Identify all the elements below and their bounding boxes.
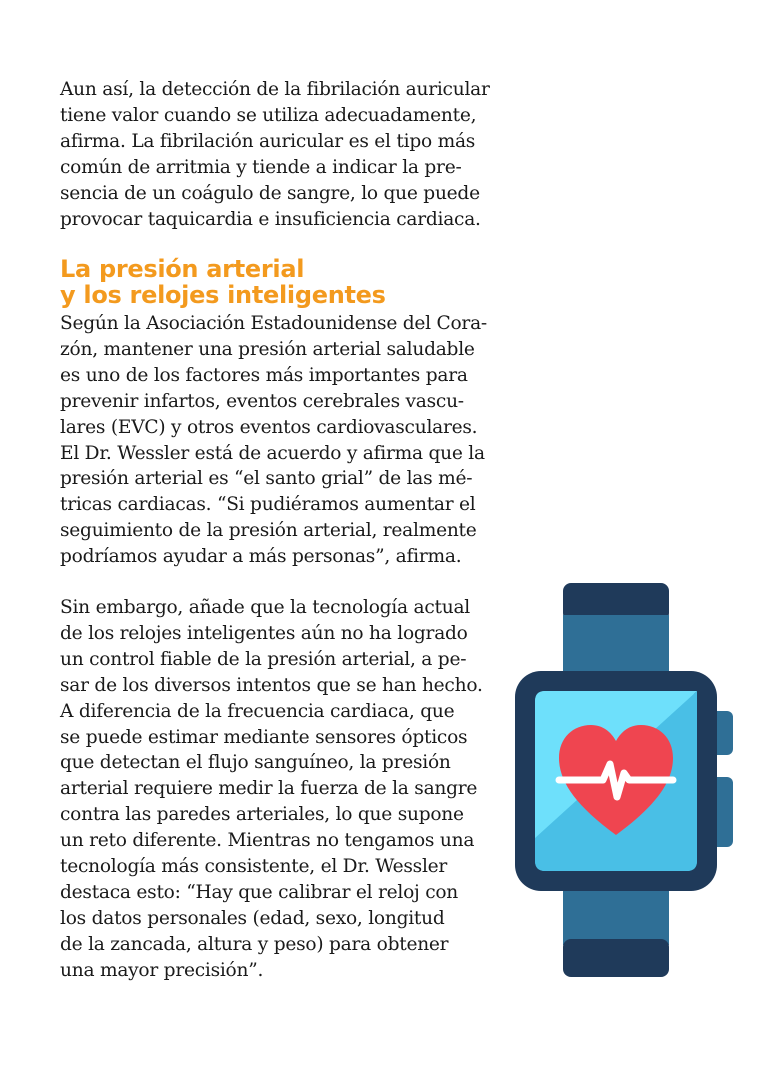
strap-bottom-end [563, 939, 669, 977]
text-line: contra las paredes arteriales, lo que supone [60, 804, 464, 826]
paragraph-smartwatch-limits [60, 595, 505, 984]
text-line: común de arritmia y tiende a indicar la pre- [60, 156, 462, 178]
strap-top [563, 615, 669, 677]
text-line: afirma. La fibrilación auricular es el tipo más [60, 130, 476, 152]
text-line: de la zancada, altura y peso) para obtener [60, 933, 449, 955]
paragraph-blood-pressure [60, 311, 505, 570]
text-line: de los relojes inteligentes aún no ha logrado [60, 622, 468, 644]
heading-line: y los relojes inteligentes [60, 281, 386, 309]
text-line: provocar taquicardia e insuficiencia cardiaca. [60, 208, 481, 230]
text-line: El Dr. Wessler está de acuerdo y afirma que la [60, 442, 485, 464]
text-line: tricas cardiacas. “Si pudiéramos aumentar el [60, 494, 476, 516]
text-line: un control fiable de la presión arterial, a pe- [60, 648, 467, 670]
text-line: Sin embargo, añade que la tecnología actual [60, 597, 470, 618]
text-line: tiene valor cuando se utiliza adecuadamente, [60, 104, 477, 126]
text-line: una mayor precisión”. [60, 959, 264, 981]
heading-line: La presión arterial [60, 255, 305, 283]
text-line: A diferencia de la frecuencia cardiaca, que [60, 700, 455, 722]
text-line: que detectan el flujo sanguíneo, la presión [60, 752, 451, 774]
text-line: se puede estimar mediante sensores ópticos [60, 726, 468, 748]
text-line: tecnología más consistente, el Dr. Wessler [60, 856, 448, 878]
text-line: es uno de los factores más importantes para [60, 364, 468, 386]
text-line: destaca esto: “Hay que calibrar el reloj con [60, 881, 459, 903]
text-line: seguimiento de la presión arterial, realmente [60, 520, 477, 542]
paragraph-afib [60, 77, 505, 232]
text-line: sencia de un coágulo de sangre, lo que puede [60, 182, 480, 204]
text-line: lares (EVC) y otros eventos cardiovasculares. [60, 416, 478, 438]
text-line: sar de los diversos intentos que se han hecho. [60, 674, 483, 696]
text-line: los datos personales (edad, sexo, longitud [60, 907, 445, 929]
smartwatch-heart-icon [515, 583, 740, 978]
section-heading [60, 256, 520, 308]
text-line: podríamos ayudar a más personas”, afirma. [60, 546, 462, 568]
text-line: Aun así, la detección de la fibrilación auricular [60, 79, 490, 100]
text-line: zón, mantener una presión arterial saludable [60, 338, 475, 360]
text-line: prevenir infartos, eventos cerebrales vascu- [60, 390, 464, 412]
text-line: Según la Asociación Estadounidense del Cora- [60, 313, 487, 334]
text-line: presión arterial es “el santo grial” de las mé- [60, 468, 473, 490]
strap-bottom [563, 885, 669, 945]
text-line: un reto diferente. Mientras no tengamos una [60, 830, 475, 852]
text-line: arterial requiere medir la fuerza de la sangre [60, 778, 478, 800]
